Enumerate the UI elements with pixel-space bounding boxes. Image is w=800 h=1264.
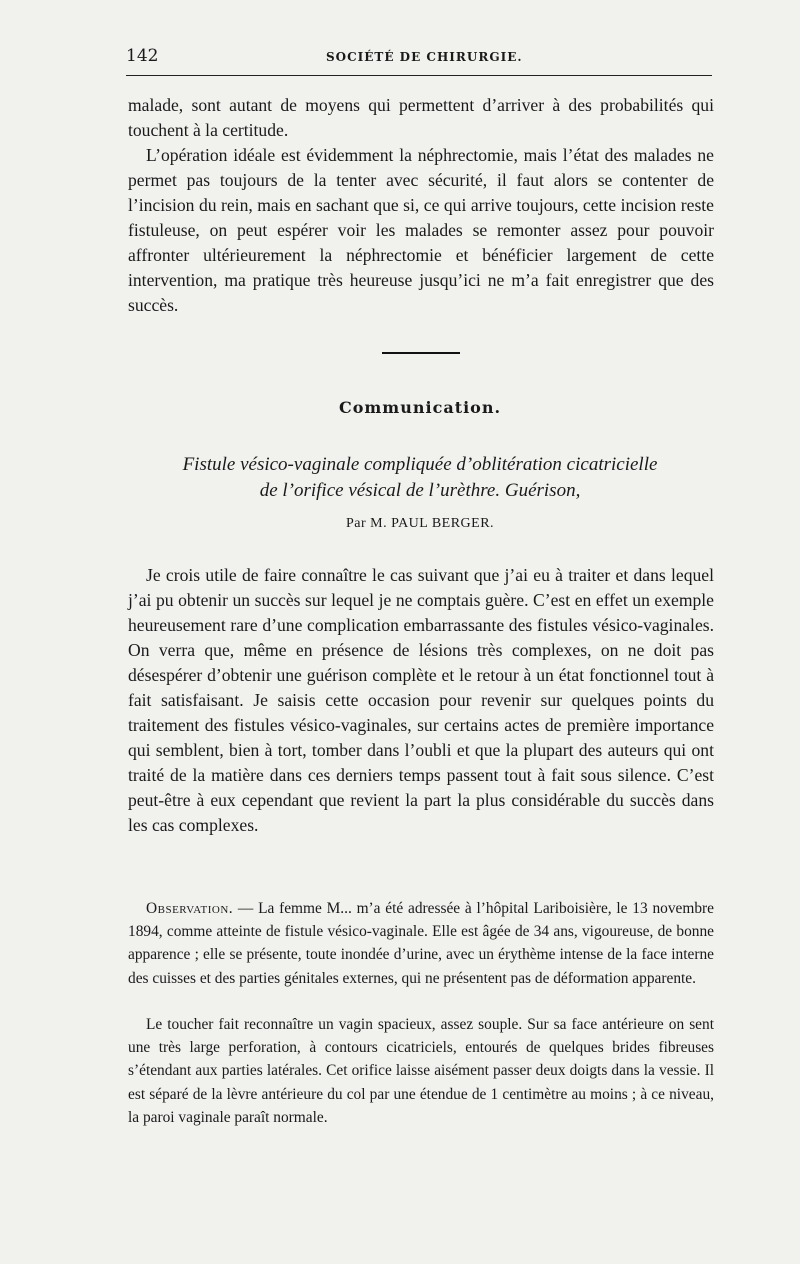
article-title-line-1: Fistule vésico-vaginale compliquée d’oblitération cicatricielle — [182, 454, 658, 475]
page-header — [126, 46, 712, 70]
body-paragraph: Je crois utile de faire connaître le cas suivant que j’ai eu à traiter et dans lequel j’ai pu obtenir un succès sur lequel je ne comptais guère. C’est en effet un exemple heureusement rare d’une complication embarrassante des fistules vésico-vaginales. On verra que, même en présence de lésions très complexes, on ne doit pas désespérer d’obtenir une guérison complète et le retour à un état fonctionnel tout à fait satisfaisant. Je saisis cette occasion pour revenir sur quelques points du traitement des fistules vésico-vaginales, sur certains actes de première importance qui semblent, bien à tort, tomber dans l’oubli et que la plupart des auteurs qui ont traité de la matière dans ces derniers temps passent tout à fait sous silence. C’est peut-être à eux cependant que revient la part la plus considérable du succès dans les cas complexes. — [128, 565, 714, 835]
observation-label: Observation. — [146, 900, 234, 917]
article-author: Par M. PAUL BERGER. — [345, 516, 495, 531]
section-heading: Communication. — [338, 398, 502, 417]
observation-paragraph — [128, 897, 714, 990]
observation-text: — La femme M... m’a été adressée à l’hôpital Lariboisière, le 13 novembre 1894, comme atteinte de fistule vésico-vaginale. Elle est âgée de 34 ans, vigoureuse, de bonne apparence ; elle se présente, toute inondée d’urine, avec un érythème intense de la face interne des cuisses et des parties génitales externes, qui ne présentent pas de déformation apparente. — [128, 900, 714, 987]
observation-second-paragraph: Le toucher fait reconnaître un vagin spacieux, assez souple. Sur sa face antérieure on sent une très large perforation, à contours cicatriciels, entourés de quelques brides fibreuses s’étendant aux parties latérales. Cet orifice laisse aisément passer deux doigts dans la vessie. Il est séparé de la lèvre antérieure du col par une étendue de 1 centimètre au moins ; à ce niveau, la paroi vaginale paraît normale. — [128, 1016, 714, 1126]
paragraph-nephrectomy: L’opération idéale est évidemment la néphrectomie, mais l’état des malades ne permet pas toujours de la tenter avec sécurité, il faut alors se contenter de l’incision du rein, mais en sachant que si, ce qui arrive toujours, cette incision reste fistuleuse, on peut espérer voir les malades se remonter assez pour pouvoir affronter ultérieurement la néphrectomie et bénéficier largement de cette intervention, ma pratique très heureuse jusqu’ici ne m’a fait enregistrer que des succès. — [128, 145, 714, 315]
page-number: 142 — [126, 46, 159, 66]
section-divider — [382, 352, 460, 354]
paragraph-continuation: malade, sont autant de moyens qui permettent d’arriver à des probabilités qui touchent à la certitude. — [128, 95, 714, 140]
header-rule — [126, 75, 712, 76]
article-title-line-2: de l’orifice vésical de l’urèthre. Guérison, — [259, 480, 581, 501]
running-head: SOCIÉTÉ DE CHIRURGIE. — [326, 50, 523, 64]
